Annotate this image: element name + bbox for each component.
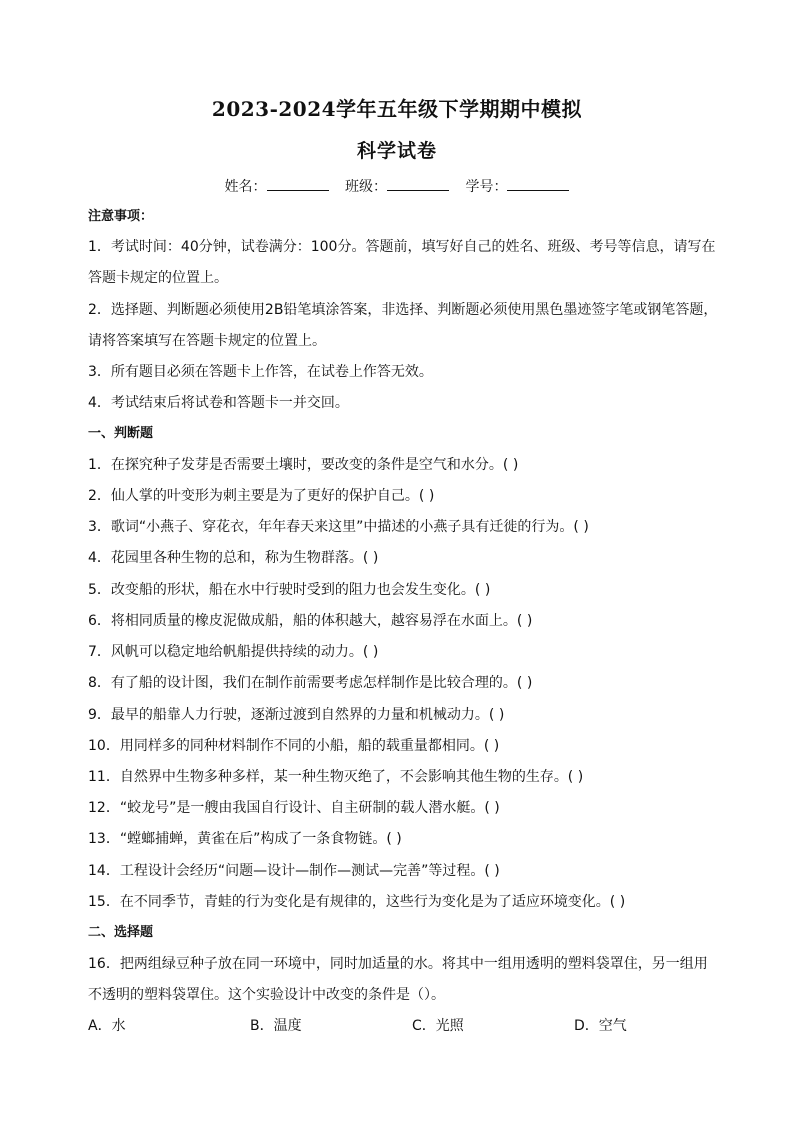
option-d: D．空气 xyxy=(574,1018,627,1034)
page-title: 2023-2024学年五年级下学期期中模拟 xyxy=(211,97,583,121)
class-blank xyxy=(387,178,449,191)
question-item: 5．改变船的形状，船在水中行驶时受到的阻力也会发生变化。( ) xyxy=(88,582,491,598)
number-field xyxy=(465,179,569,195)
question-item: 不透明的塑料袋罩住。这个实验设计中改变的条件是（）。 xyxy=(88,987,445,1003)
name-label: 姓名： xyxy=(224,179,267,195)
notice-line: 答题卡规定的位置上。 xyxy=(88,270,228,286)
question-item: 2．仙人掌的叶变形为刺主要是为了更好的保护自己。( ) xyxy=(88,488,435,504)
name-blank xyxy=(267,178,329,191)
class-field xyxy=(345,179,453,195)
notice-line: 1．考试时间：40分钟，试卷满分：100分。答题前，填写好自己的姓名、班级、考号等信息，请写在 xyxy=(88,239,716,255)
page-subtitle: 科学试卷 xyxy=(356,140,437,162)
notice-line: 3．所有题目必须在答题卡上作答，在试卷上作答无效。 xyxy=(88,364,433,380)
question-item: 3．歌词“小燕子、穿花衣，年年春天来这里”中描述的小燕子具有迁徙的行为。( ) xyxy=(88,519,589,535)
student-info-row xyxy=(0,176,794,196)
question-item: 12．“蛟龙号”是一艘由我国自行设计、自主研制的载人潜水艇。( ) xyxy=(88,800,500,816)
question-item: 4．花园里各种生物的总和，称为生物群落。( ) xyxy=(88,550,379,566)
notice-line: 4．考试结束后将试卷和答题卡一并交回。 xyxy=(88,395,349,411)
question-item: 15．在不同季节，青蛙的行为变化是有规律的，这些行为变化是为了适应环境变化。( ) xyxy=(88,894,626,910)
question-item: 1．在探究种子发芽是否需要土壤时，要改变的条件是空气和水分。( ) xyxy=(88,457,519,473)
section-heading-choice: 二、选择题 xyxy=(88,925,154,940)
notice-line: 2．选择题、判断题必须使用2B铅笔填涂答案，非选择、判断题必须使用黑色墨迹签字笔或钢笔答题， xyxy=(88,302,718,318)
question-item: 14．工程设计会经历“问题—设计—制作—测试—完善”等过程。( ) xyxy=(88,863,500,879)
question-item: 8．有了船的设计图，我们在制作前需要考虑怎样制作是比较合理的。( ) xyxy=(88,675,533,691)
question-item: 9．最早的船靠人力行驶，逐渐过渡到自然界的力量和机械动力。( ) xyxy=(88,707,505,723)
question-item: 6．将相同质量的橡皮泥做成船，船的体积越大，越容易浮在水面上。( ) xyxy=(88,613,533,629)
question-item: 10．用同样多的同种材料制作不同的小船，船的载重量都相同。( ) xyxy=(88,738,500,754)
notice-line: 请将答案填写在答题卡规定的位置上。 xyxy=(88,333,326,349)
name-field xyxy=(225,179,333,195)
option-c: C．光照 xyxy=(412,1018,464,1034)
question-item: 13．“螳螂捕蝉，黄雀在后”构成了一条食物链。( ) xyxy=(88,831,402,847)
number-label: 学号： xyxy=(465,179,508,195)
class-label: 班级： xyxy=(345,179,387,195)
notice-heading: 注意事项： xyxy=(88,209,154,224)
question-item: 16．把两组绿豆种子放在同一环境中，同时加适量的水。将其中一组用透明的塑料袋罩住，另一组用 xyxy=(88,956,708,972)
question-item: 7．风帆可以稳定地给帆船提供持续的动力。( ) xyxy=(88,644,379,660)
option-a: A．水 xyxy=(88,1018,126,1034)
question-item: 11．自然界中生物多种多样，某一种生物灭绝了，不会影响其他生物的生存。( ) xyxy=(88,769,584,785)
option-b: B．温度 xyxy=(250,1018,302,1034)
section-heading-judgment: 一、判断题 xyxy=(88,426,154,441)
number-blank xyxy=(507,178,569,191)
